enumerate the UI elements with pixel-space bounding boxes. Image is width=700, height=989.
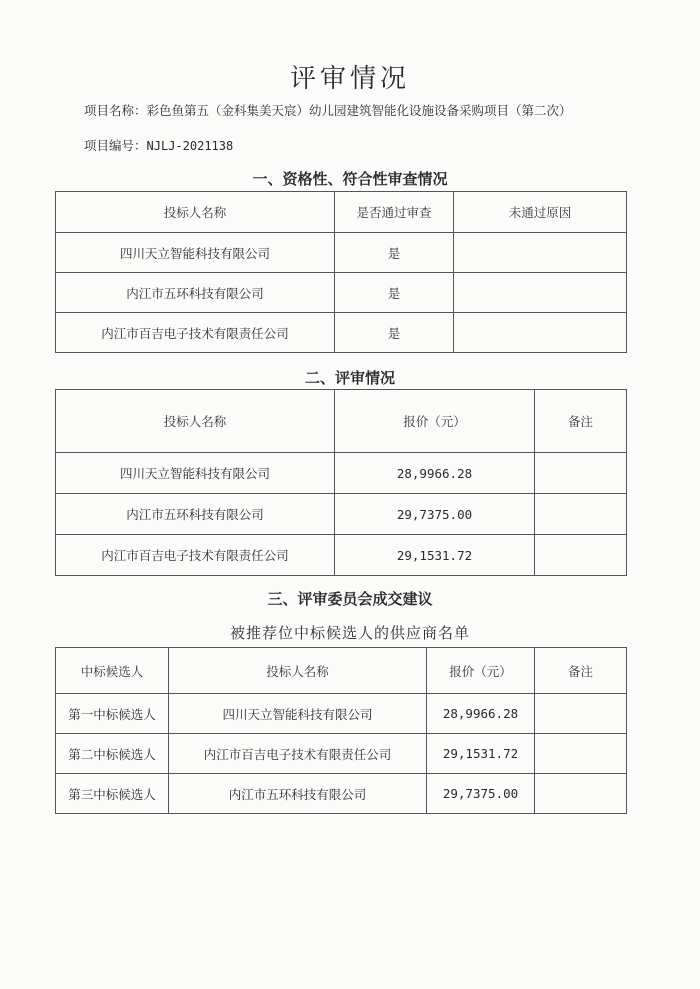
table-row [56,273,627,313]
candidate-list-subtitle: 被推荐位中标候选人的供应商名单 [229,624,470,642]
table-row [56,233,627,273]
table-header-row [56,192,627,233]
project-name-label: 项目名称： [84,103,147,118]
project-name: 彩色鱼第五（金科集美天宸）幼儿园建筑智能化设施设备采购项目（第二次） [146,103,572,118]
candidate-rank: 第三中标候选人 [56,774,169,814]
col-header-rank: 中标候选人 [56,648,169,694]
note-value [535,535,627,576]
col-header-bidder: 投标人名称 [56,390,335,453]
qualification-review-table [55,191,627,353]
price-value: 28,9966.28 [427,694,535,734]
bidder-name: 四川天立智能科技有限公司 [56,453,335,494]
note-value [535,494,627,535]
evaluation-table [55,389,627,576]
reason-value [454,273,627,313]
table-row [56,535,627,576]
col-header-bidder: 投标人名称 [169,648,427,694]
note-value [535,694,627,734]
table-row [56,774,627,814]
section-2-title: 二、评审情况 [304,369,395,387]
price-value: 29,7375.00 [335,494,535,535]
col-header-bidder: 投标人名称 [56,192,335,233]
table-header-row [56,390,627,453]
col-header-price: 报价（元） [427,648,535,694]
bidder-name: 内江市百吉电子技术有限责任公司 [56,535,335,576]
bidder-name: 四川天立智能科技有限公司 [56,233,335,273]
reason-value [454,313,627,353]
bidder-name: 内江市百吉电子技术有限责任公司 [56,313,335,353]
col-header-price: 报价（元） [335,390,535,453]
table-row [56,313,627,353]
note-value [535,774,627,814]
price-value: 29,1531.72 [335,535,535,576]
table-row [56,494,627,535]
price-value: 29,7375.00 [427,774,535,814]
table-header-row [56,648,627,694]
note-value [535,734,627,774]
bidder-name: 内江市五环科技有限公司 [56,273,335,313]
table-row [56,453,627,494]
col-header-note: 备注 [535,648,627,694]
price-value: 28,9966.28 [335,453,535,494]
col-header-passed: 是否通过审查 [335,192,454,233]
col-header-reason: 未通过原因 [454,192,627,233]
passed-value: 是 [335,313,454,353]
col-header-note: 备注 [535,390,627,453]
document-title: 评审情况 [289,64,410,94]
candidate-table [55,647,627,814]
note-value [535,453,627,494]
bidder-name: 四川天立智能科技有限公司 [169,694,427,734]
candidate-rank: 第二中标候选人 [56,734,169,774]
bidder-name: 内江市五环科技有限公司 [169,774,427,814]
passed-value: 是 [335,273,454,313]
project-code-line [84,136,233,154]
reason-value [454,233,627,273]
section-1-title: 一、资格性、符合性审查情况 [252,170,448,188]
bidder-name: 内江市五环科技有限公司 [56,494,335,535]
price-value: 29,1531.72 [427,734,535,774]
project-code: NJLJ-2021138 [146,139,234,153]
project-code-label: 项目编号： [84,138,147,153]
table-row [56,734,627,774]
bidder-name: 内江市百吉电子技术有限责任公司 [169,734,427,774]
passed-value: 是 [335,233,454,273]
table-row [56,694,627,734]
project-name-line [84,101,572,119]
section-3-title: 三、评审委员会成交建议 [267,590,433,608]
candidate-rank: 第一中标候选人 [56,694,169,734]
